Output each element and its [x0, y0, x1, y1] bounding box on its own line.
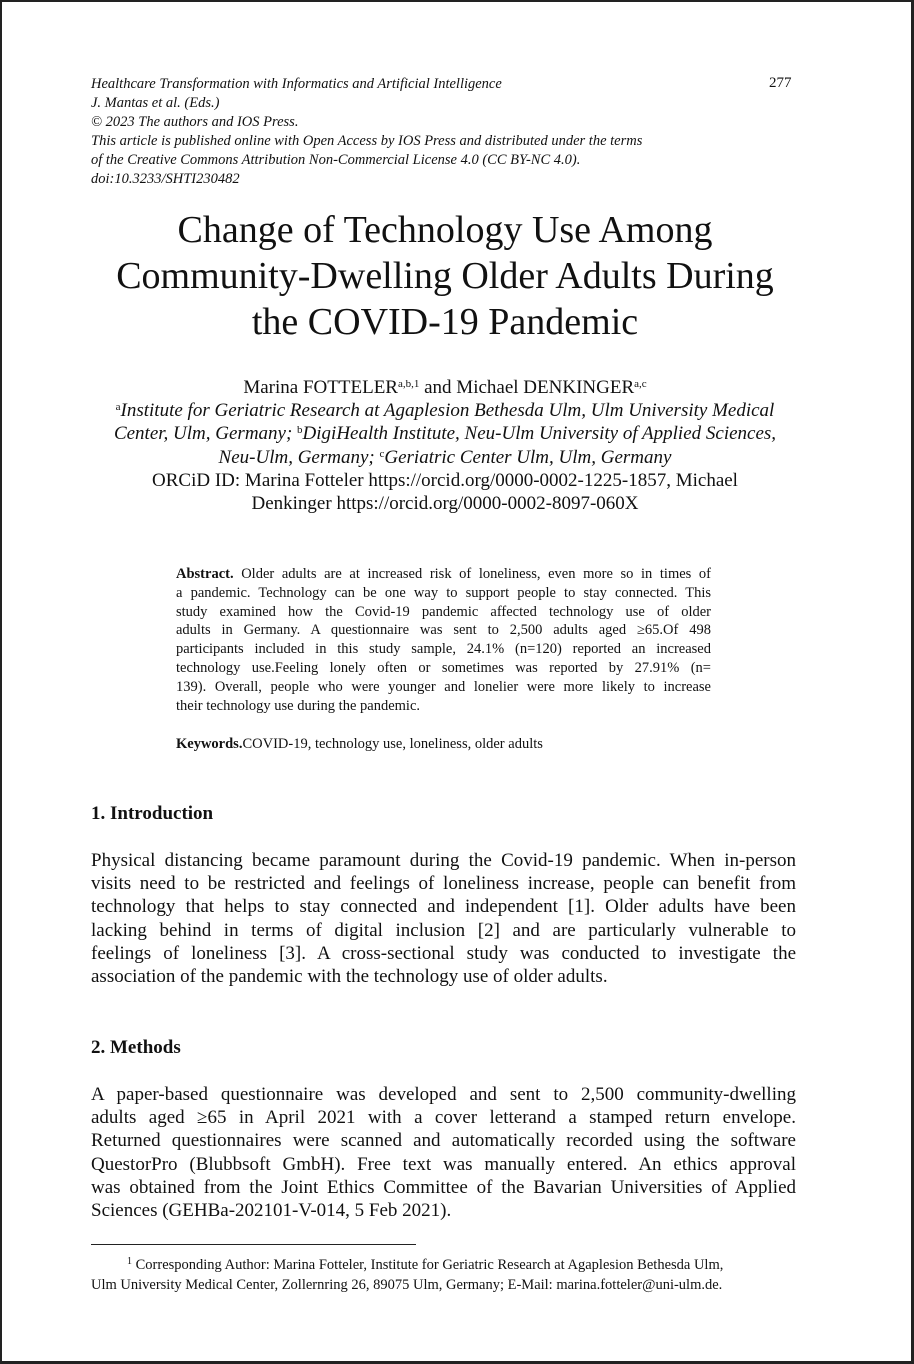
abstract-line: adults in Germany. A questionnaire was sent to 2,500 adults aged ≥65.Of 498 — [176, 622, 711, 639]
running-head — [91, 75, 711, 189]
affiliation-marker: c — [379, 447, 385, 460]
abstract-line: their technology use during the pandemic. — [176, 697, 421, 714]
abstract-line: technology use.Feeling lonely often or sometimes was reported by 27.91% (n= — [176, 659, 711, 676]
orcid-line: Denkinger https://orcid.org/0000-0002-8097-060X — [251, 493, 639, 515]
paragraph-line: Sciences (GEHBa-202101-V-014, 5 Feb 2021). — [91, 1200, 452, 1222]
paragraph-line: technology that helps to stay connected and independent [1]. Older adults have been — [91, 896, 796, 918]
author-connector: and — [419, 377, 457, 398]
abstract-line — [176, 565, 711, 584]
footnote-line: Ulm University Medical Center, Zollernring 26, 89075 Ulm, Germany; E-Mail: marina.fotteler@uni-ulm.de. — [91, 1277, 723, 1293]
paragraph-line: was obtained from the Joint Ethics Committee of the Bavarian Universities of Applied — [91, 1176, 796, 1198]
paragraph-line: visits need to be restricted and feelings of loneliness increase, people can benefit from — [91, 873, 796, 895]
running-head-line: This article is published online with Open Access by IOS Press and distributed under the terms — [91, 133, 643, 149]
affiliation-line — [60, 446, 830, 469]
title-line: Community-Dwelling Older Adults During — [116, 255, 774, 297]
affiliation-text: DigiHealth Institute, Neu-Ulm University of Applied Sciences, — [302, 423, 777, 445]
title-line: Change of Technology Use Among — [177, 209, 713, 251]
keywords-text: COVID-19, technology use, loneliness, older adults — [242, 736, 543, 752]
footnote — [91, 1255, 796, 1295]
affiliation-marker: b — [297, 424, 303, 437]
abstract-line: a pandemic. Technology can be one way to support people to stay connected. This — [176, 584, 711, 601]
footnote-rule — [91, 1244, 416, 1245]
abstract-line: participants included in this study sample, 24.1% (n=120) reported an increased — [176, 641, 711, 658]
author-name: Marina FOTTELER — [243, 377, 398, 398]
paragraph-line: QuestorPro (Blubbsoft GmbH). Free text was manually entered. An ethics approval — [91, 1153, 796, 1175]
keywords — [176, 736, 543, 753]
paragraph-line: adults aged ≥65 in April 2021 with a cover letterand a stamped return envelope. — [91, 1107, 796, 1129]
paragraph-line: association of the pandemic with the technology use of older adults. — [91, 966, 608, 988]
abstract-line: study examined how the Covid-19 pandemic affected technology use of older — [176, 603, 711, 620]
methods-paragraph — [91, 1083, 796, 1222]
abstract-label: Abstract. — [176, 566, 234, 582]
affiliation-line — [60, 399, 830, 422]
paragraph-line: Physical distancing became paramount during the Covid-19 pandemic. When in-person — [91, 850, 796, 871]
affiliation-text: Neu-Ulm, Germany; — [218, 446, 380, 468]
running-head-line: J. Mantas et al. (Eds.) — [91, 95, 220, 111]
title-line: the COVID-19 Pandemic — [251, 301, 639, 343]
author-superscript: a,b,1 — [397, 378, 420, 390]
running-head-line: doi:10.3233/SHTI230482 — [91, 171, 240, 187]
author-name: Michael DENKINGER — [456, 377, 635, 398]
orcid-line: ORCiD ID: Marina Fotteler https://orcid.org/0000-0002-1225-1857, Michael — [152, 469, 738, 491]
paragraph-line: feelings of loneliness [3]. A cross-sectional study was conducted to investigate the — [91, 942, 796, 964]
footnote-line — [91, 1255, 796, 1275]
footnote-text: Corresponding Author: Marina Fotteler, Institute for Geriatric Research at Agaplesion Bethesda Ulm, — [132, 1257, 724, 1273]
keywords-label: Keywords. — [176, 736, 243, 752]
running-head-line: © 2023 The authors and IOS Press. — [91, 114, 299, 130]
introduction-paragraph — [91, 849, 796, 988]
footnote-marker: 1 — [127, 1256, 132, 1267]
author-line — [60, 376, 830, 399]
abstract — [176, 565, 711, 715]
section-heading-methods: 2. Methods — [91, 1037, 181, 1058]
authors-block — [60, 376, 830, 515]
abstract-line: 139). Overall, people who were younger and lonelier were more likely to increase — [176, 678, 711, 695]
running-head-line: of the Creative Commons Attribution Non-Commercial License 4.0 (CC BY-NC 4.0). — [91, 152, 581, 168]
section-heading-introduction: 1. Introduction — [91, 803, 214, 824]
affiliation-text: Geriatric Center Ulm, Ulm, Germany — [384, 446, 672, 468]
paper-title — [60, 207, 830, 345]
paragraph-line: A paper-based questionnaire was developed and sent to 2,500 community-dwelling — [91, 1084, 796, 1105]
abstract-text: Older adults are at increased risk of loneliness, even more so in times of — [233, 566, 711, 582]
running-head-line: Healthcare Transformation with Informatics and Artificial Intelligence — [91, 76, 502, 92]
affiliation-text: Institute for Geriatric Research at Agaplesion Bethesda Ulm, Ulm University Medical — [120, 400, 775, 422]
affiliation-text: Center, Ulm, Germany; — [113, 423, 298, 445]
paragraph-line: lacking behind in terms of digital inclusion [2] and are particularly vulnerable to — [91, 919, 796, 941]
page-number: 277 — [769, 75, 792, 91]
author-superscript: a,c — [634, 378, 647, 390]
affiliation-marker: a — [115, 401, 121, 414]
paragraph-line: Returned questionnaires were scanned and automatically recorded using the software — [91, 1130, 796, 1152]
affiliation-line — [60, 422, 830, 445]
